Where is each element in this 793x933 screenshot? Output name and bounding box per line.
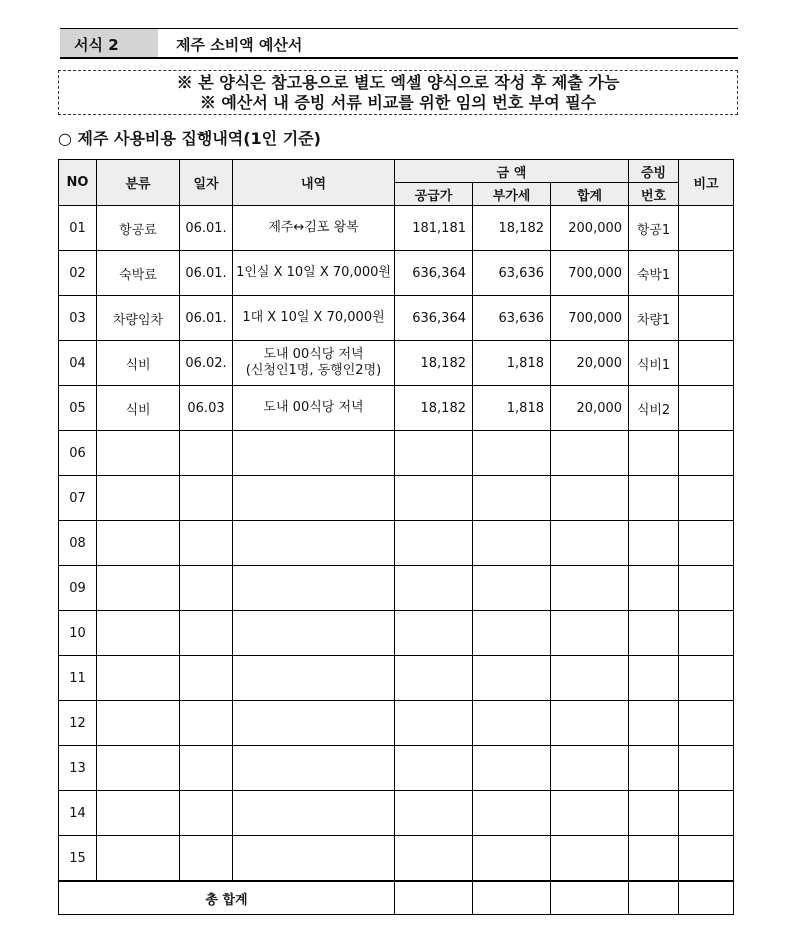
row-vat-cell[interactable]: 1,818 <box>473 386 551 431</box>
table-row <box>59 206 734 251</box>
row-vat-cell[interactable] <box>473 431 551 476</box>
total-supply-cell[interactable] <box>395 881 473 915</box>
row-no-cell: 07 <box>59 476 97 521</box>
table-row <box>59 521 734 566</box>
row-date-cell[interactable] <box>180 791 233 836</box>
header-details: 내역 <box>233 160 395 206</box>
form-label: 서식 2 <box>74 36 119 54</box>
row-total-cell[interactable] <box>551 656 629 701</box>
table-row <box>59 566 734 611</box>
row-vat-cell[interactable]: 18,182 <box>473 206 551 251</box>
row-vat-cell[interactable] <box>473 521 551 566</box>
row-proof-cell[interactable] <box>629 791 679 836</box>
row-no-cell: 11 <box>59 656 97 701</box>
header-amount-group: 금 액 <box>395 160 629 183</box>
row-proof-cell[interactable]: 차량1 <box>629 296 679 341</box>
header-remarks: 비고 <box>679 160 734 206</box>
total-remarks-cell[interactable] <box>679 881 734 915</box>
row-supply-cell[interactable]: 18,182 <box>395 386 473 431</box>
row-remarks-cell[interactable] <box>679 566 734 611</box>
row-no-cell: 12 <box>59 701 97 746</box>
notice-line-2: ※ 예산서 내 증빙 서류 비교를 위한 임의 번호 부여 필수 <box>199 93 597 112</box>
row-vat-cell[interactable]: 63,636 <box>473 251 551 296</box>
row-date-cell[interactable] <box>180 566 233 611</box>
form-header <box>60 28 738 59</box>
row-proof-cell[interactable] <box>629 656 679 701</box>
row-category-cell[interactable]: 식비 <box>97 341 180 386</box>
row-supply-cell[interactable] <box>395 521 473 566</box>
header-supply: 공급가 <box>395 183 473 206</box>
row-details-cell[interactable]: 1대 X 10일 X 70,000원 <box>233 296 395 341</box>
row-date-cell[interactable]: 06.01. <box>180 251 233 296</box>
row-date-cell[interactable]: 06.02. <box>180 341 233 386</box>
row-details-cell[interactable]: 제주↔김포 왕복 <box>233 206 395 251</box>
row-remarks-cell[interactable] <box>679 386 734 431</box>
row-proof-cell[interactable]: 식비2 <box>629 386 679 431</box>
row-proof-cell[interactable]: 식비1 <box>629 341 679 386</box>
row-proof-cell[interactable] <box>629 476 679 521</box>
table-row <box>59 701 734 746</box>
row-proof-cell[interactable] <box>629 836 679 882</box>
row-proof-cell[interactable] <box>629 521 679 566</box>
table-row <box>59 746 734 791</box>
row-supply-cell[interactable]: 636,364 <box>395 296 473 341</box>
row-date-cell[interactable] <box>180 431 233 476</box>
row-supply-cell[interactable] <box>395 611 473 656</box>
row-supply-cell[interactable]: 181,181 <box>395 206 473 251</box>
header-date: 일자 <box>180 160 233 206</box>
row-total-cell[interactable] <box>551 746 629 791</box>
row-no-cell: 03 <box>59 296 97 341</box>
row-remarks-cell[interactable] <box>679 656 734 701</box>
row-proof-cell[interactable]: 숙박1 <box>629 251 679 296</box>
row-details-cell[interactable] <box>233 566 395 611</box>
row-proof-cell[interactable] <box>629 701 679 746</box>
row-total-cell[interactable]: 700,000 <box>551 296 629 341</box>
row-supply-cell[interactable]: 636,364 <box>395 251 473 296</box>
header-no: NO <box>59 160 97 206</box>
row-category-cell[interactable] <box>97 431 180 476</box>
row-total-cell[interactable]: 700,000 <box>551 251 629 296</box>
row-vat-cell[interactable] <box>473 701 551 746</box>
row-vat-cell[interactable] <box>473 791 551 836</box>
row-details-cell[interactable] <box>233 611 395 656</box>
row-details-cell[interactable] <box>233 701 395 746</box>
row-category-cell[interactable]: 차량임차 <box>97 296 180 341</box>
row-total-cell[interactable] <box>551 431 629 476</box>
row-details-cell[interactable]: 1인실 X 10일 X 70,000원 <box>233 251 395 296</box>
row-total-cell[interactable] <box>551 476 629 521</box>
total-label: 총 합계 <box>59 881 395 915</box>
row-supply-cell[interactable] <box>395 476 473 521</box>
row-remarks-cell[interactable] <box>679 251 734 296</box>
notice-box <box>58 70 738 115</box>
table-row <box>59 476 734 521</box>
row-remarks-cell[interactable] <box>679 296 734 341</box>
row-total-cell[interactable]: 200,000 <box>551 206 629 251</box>
row-vat-cell[interactable] <box>473 611 551 656</box>
row-total-cell[interactable] <box>551 611 629 656</box>
row-no-cell: 10 <box>59 611 97 656</box>
row-date-cell[interactable]: 06.01. <box>180 206 233 251</box>
table-row <box>59 296 734 341</box>
row-no-cell: 15 <box>59 836 97 882</box>
row-date-cell[interactable] <box>180 836 233 882</box>
row-details-cell[interactable] <box>233 656 395 701</box>
row-vat-cell[interactable] <box>473 746 551 791</box>
total-row <box>59 881 734 915</box>
row-category-cell[interactable]: 항공료 <box>97 206 180 251</box>
row-category-cell[interactable]: 식비 <box>97 386 180 431</box>
table-row <box>59 431 734 476</box>
row-details-cell[interactable] <box>233 836 395 882</box>
row-total-cell[interactable] <box>551 791 629 836</box>
row-details-cell[interactable]: 도내 00식당 저녁 <box>233 386 395 431</box>
row-no-cell: 04 <box>59 341 97 386</box>
section-title: ○ 제주 사용비용 집행내역(1인 기준) <box>58 129 321 148</box>
row-no-cell: 06 <box>59 431 97 476</box>
row-proof-cell[interactable] <box>629 431 679 476</box>
notice-line-1: ※ 본 양식은 참고용으로 별도 엑셀 양식으로 작성 후 제출 가능 <box>176 73 620 92</box>
row-date-cell[interactable] <box>180 746 233 791</box>
header-proof-top: 증빙 <box>629 160 679 183</box>
row-remarks-cell[interactable] <box>679 206 734 251</box>
row-vat-cell[interactable] <box>473 476 551 521</box>
row-no-cell: 14 <box>59 791 97 836</box>
row-no-cell: 09 <box>59 566 97 611</box>
row-category-cell[interactable]: 숙박료 <box>97 251 180 296</box>
row-details-cell[interactable] <box>233 746 395 791</box>
row-date-cell[interactable] <box>180 701 233 746</box>
row-date-cell[interactable] <box>180 656 233 701</box>
table-row <box>59 341 734 386</box>
row-vat-cell[interactable] <box>473 836 551 882</box>
total-amount-cell[interactable] <box>551 881 629 915</box>
row-proof-cell[interactable]: 항공1 <box>629 206 679 251</box>
row-category-cell[interactable] <box>97 476 180 521</box>
row-vat-cell[interactable]: 63,636 <box>473 296 551 341</box>
row-proof-cell[interactable] <box>629 746 679 791</box>
row-proof-cell[interactable] <box>629 611 679 656</box>
row-supply-cell[interactable] <box>395 791 473 836</box>
row-date-cell[interactable] <box>180 476 233 521</box>
header-category: 분류 <box>97 160 180 206</box>
row-remarks-cell[interactable] <box>679 791 734 836</box>
row-category-cell[interactable] <box>97 656 180 701</box>
row-details-cell[interactable] <box>233 521 395 566</box>
table-row <box>59 836 734 882</box>
row-proof-cell[interactable] <box>629 566 679 611</box>
row-remarks-cell[interactable] <box>679 746 734 791</box>
row-remarks-cell[interactable] <box>679 476 734 521</box>
row-date-cell[interactable]: 06.03 <box>180 386 233 431</box>
row-no-cell: 01 <box>59 206 97 251</box>
header-proof-bottom: 번호 <box>629 183 679 206</box>
row-vat-cell[interactable] <box>473 656 551 701</box>
row-remarks-cell[interactable] <box>679 836 734 882</box>
row-remarks-cell[interactable] <box>679 341 734 386</box>
row-remarks-cell[interactable] <box>679 521 734 566</box>
row-category-cell[interactable] <box>97 701 180 746</box>
row-category-cell[interactable] <box>97 521 180 566</box>
row-date-cell[interactable]: 06.01. <box>180 296 233 341</box>
row-details-cell[interactable]: 도내 00식당 저녁 (신청인1명, 동행인2명) <box>233 341 395 386</box>
row-no-cell: 05 <box>59 386 97 431</box>
row-category-cell[interactable] <box>97 611 180 656</box>
row-total-cell[interactable] <box>551 521 629 566</box>
row-total-cell[interactable] <box>551 566 629 611</box>
row-supply-cell[interactable] <box>395 746 473 791</box>
row-category-cell[interactable] <box>97 791 180 836</box>
table-row <box>59 656 734 701</box>
header-total: 합계 <box>551 183 629 206</box>
row-vat-cell[interactable]: 1,818 <box>473 341 551 386</box>
row-remarks-cell[interactable] <box>679 431 734 476</box>
row-details-cell[interactable] <box>233 431 395 476</box>
table-row <box>59 611 734 656</box>
header-vat: 부가세 <box>473 183 551 206</box>
row-category-cell[interactable] <box>97 566 180 611</box>
row-total-cell[interactable]: 20,000 <box>551 386 629 431</box>
row-no-cell: 08 <box>59 521 97 566</box>
table-row <box>59 251 734 296</box>
total-vat-cell[interactable] <box>473 881 551 915</box>
row-vat-cell[interactable] <box>473 566 551 611</box>
table-body <box>59 206 734 882</box>
row-supply-cell[interactable] <box>395 566 473 611</box>
row-supply-cell[interactable] <box>395 701 473 746</box>
row-date-cell[interactable] <box>180 521 233 566</box>
row-remarks-cell[interactable] <box>679 701 734 746</box>
form-title: 제주 소비액 예산서 <box>176 36 303 54</box>
row-total-cell[interactable] <box>551 836 629 882</box>
row-no-cell: 13 <box>59 746 97 791</box>
total-proof-cell[interactable] <box>629 881 679 915</box>
table-row <box>59 791 734 836</box>
row-no-cell: 02 <box>59 251 97 296</box>
row-details-cell[interactable] <box>233 476 395 521</box>
form-label-box <box>60 29 158 57</box>
row-supply-cell[interactable] <box>395 656 473 701</box>
table-row <box>59 386 734 431</box>
row-supply-cell[interactable]: 18,182 <box>395 341 473 386</box>
row-total-cell[interactable] <box>551 701 629 746</box>
row-remarks-cell[interactable] <box>679 611 734 656</box>
row-category-cell[interactable] <box>97 746 180 791</box>
row-date-cell[interactable] <box>180 611 233 656</box>
row-total-cell[interactable]: 20,000 <box>551 341 629 386</box>
row-supply-cell[interactable] <box>395 836 473 882</box>
row-details-cell[interactable] <box>233 791 395 836</box>
expense-table <box>58 159 734 915</box>
row-supply-cell[interactable] <box>395 431 473 476</box>
row-category-cell[interactable] <box>97 836 180 882</box>
